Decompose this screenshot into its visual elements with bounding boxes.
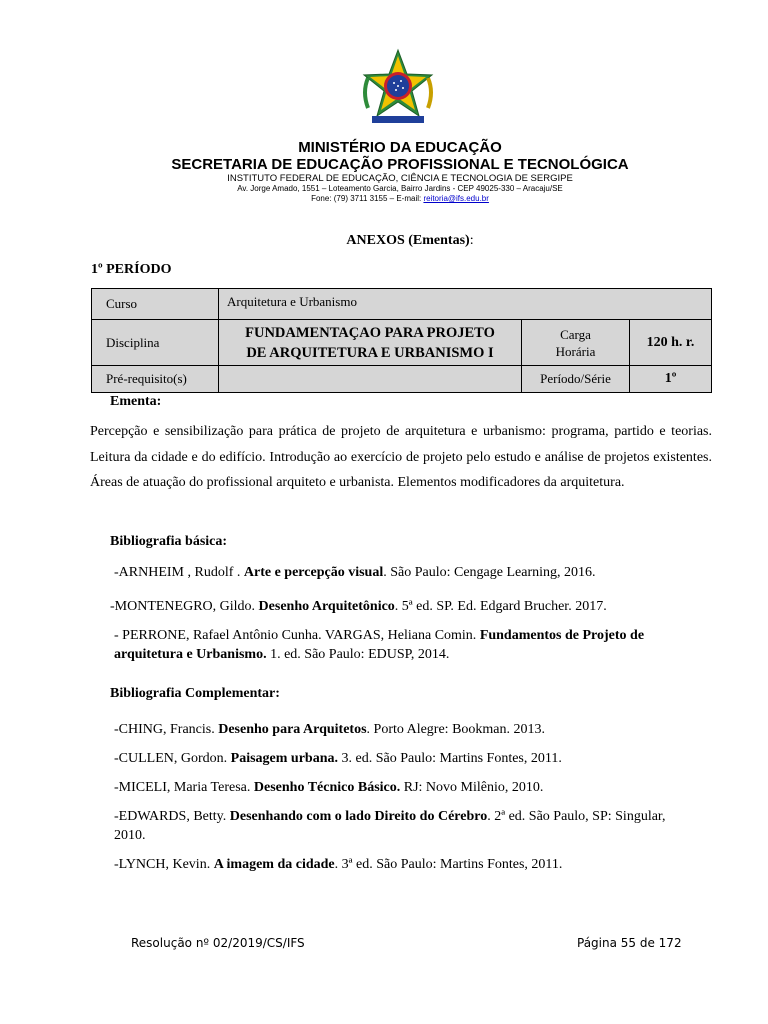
bib-complementar-item — [114, 807, 674, 845]
address-line: Av. Jorge Amado, 1551 – Loteamento Garcia, Bairro Jardins - CEP 49025-330 – Aracaju/SE — [237, 184, 563, 193]
bib-basica-item — [114, 563, 714, 582]
curso-label: Curso — [91, 288, 219, 320]
coat-of-arms-icon — [357, 48, 439, 128]
bib-complementar-item — [114, 855, 714, 874]
footer-page-number: Página 55 de 172 — [577, 936, 682, 950]
ref-details: . 3ª ed. São Paulo: Martins Fontes, 2011. — [334, 857, 563, 872]
ref-author: -EDWARDS, Betty. — [114, 809, 230, 824]
ref-details: . 2ª ed. São Paulo, SP: Singular, 2010. — [114, 809, 666, 843]
ref-title: Desenho Técnico Básico. — [253, 780, 401, 795]
prereq-label: Pré-requisito(s) — [91, 365, 219, 393]
ministry-heading: MINISTÉRIO DA EDUCAÇÃO — [298, 139, 502, 156]
ref-details: 3. ed. São Paulo: Martins Fontes, 2011. — [338, 751, 562, 766]
anexos-title-text: ANEXOS (Ementas) — [346, 233, 470, 248]
disciplina-value — [218, 319, 522, 366]
disciplina-value-line1: FUNDAMENTAÇAO PARA PROJETO — [245, 324, 495, 341]
ref-author: -MICELI, Maria Teresa. — [114, 780, 254, 795]
bib-basica-title: Bibliografia básica: — [110, 534, 228, 549]
ref-title: Desenho Arquitetônico — [258, 599, 395, 614]
ementa-label: Ementa: — [110, 394, 162, 409]
institute-name: INSTITUTO FEDERAL DE EDUCAÇÃO, CIÊNCIA E TECNOLOGIA DE SERGIPE — [227, 173, 573, 184]
secretariat-heading: SECRETARIA DE EDUCAÇÃO PROFISSIONAL E TECNOLÓGICA — [171, 156, 629, 173]
curso-value: Arquitetura e Urbanismo — [218, 288, 712, 320]
carga-label-line2: Horária — [555, 343, 596, 359]
ref-author: -CHING, Francis. — [114, 722, 219, 737]
bib-basica-item — [114, 626, 712, 664]
bib-complementar-item — [114, 720, 714, 739]
ref-author: -ARNHEIM , Rudolf . — [114, 565, 244, 580]
disciplina-value-line2: DE ARQUITETURA E URBANISMO I — [246, 344, 494, 361]
ref-title: Paisagem urbana. — [230, 751, 338, 766]
footer-resolution: Resolução nº 02/2019/CS/IFS — [131, 936, 305, 950]
phone-text: Fone: (79) 3711 3155 – E-mail: — [311, 194, 424, 203]
ref-details: RJ: Novo Milênio, 2010. — [400, 780, 544, 795]
ref-title: A imagem da cidade — [213, 857, 335, 872]
anexos-colon: : — [469, 233, 474, 248]
ref-title: Desenhando com o lado Direito do Cérebro — [229, 809, 488, 824]
ref-details: . São Paulo: Cengage Learning, 2016. — [383, 565, 596, 580]
periodo-value: 1º — [629, 365, 712, 393]
ref-title: Desenho para Arquitetos — [218, 722, 367, 737]
ref-details: 1. ed. São Paulo: EDUSP, 2014. — [266, 647, 450, 662]
bib-complementar-title: Bibliografia Complementar: — [110, 686, 280, 701]
ref-author: -MONTENEGRO, Gildo. — [110, 599, 259, 614]
ref-details: . 5ª ed. SP. Ed. Edgard Brucher. 2017. — [394, 599, 607, 614]
periodo-label: Período/Série — [521, 365, 630, 393]
ref-title: Arte e percepção visual — [243, 565, 384, 580]
ref-title: Fundamentos de Projeto de arquitetura e Urbanismo. — [114, 628, 645, 662]
ementa-text: Percepção e sensibilização para prática de projeto de arquitetura e urbanismo: programa, partido e teorias. Leitura da cidade e do edifício. Introdução ao exercício de projeto pelo estudo e análise de projetos existentes. Áreas de atuação do profissional arquiteto e urbanista. Elementos modificadores da arquitetura. — [90, 424, 712, 490]
ref-details: . Porto Alegre: Bookman. 2013. — [366, 722, 546, 737]
carga-label-line1: Carga — [560, 326, 591, 342]
carga-label — [521, 319, 630, 366]
disciplina-label: Disciplina — [91, 319, 219, 366]
email-link[interactable]: reitoria@ifs.edu.br — [423, 194, 489, 203]
bib-complementar-item — [114, 749, 714, 768]
bib-complementar-item — [114, 778, 714, 797]
ref-author: - PERRONE, Rafael Antônio Cunha. VARGAS, Heliana Comin. — [114, 628, 480, 643]
anexos-title — [0, 233, 768, 249]
bib-basica-item — [110, 597, 714, 616]
ref-author: -LYNCH, Kevin. — [114, 857, 214, 872]
contact-line — [0, 194, 768, 203]
prereq-value — [218, 365, 522, 393]
ref-author: -CULLEN, Gordon. — [114, 751, 231, 766]
carga-value: 120 h. r. — [629, 319, 712, 366]
period-heading: 1º PERÍODO — [91, 262, 172, 277]
